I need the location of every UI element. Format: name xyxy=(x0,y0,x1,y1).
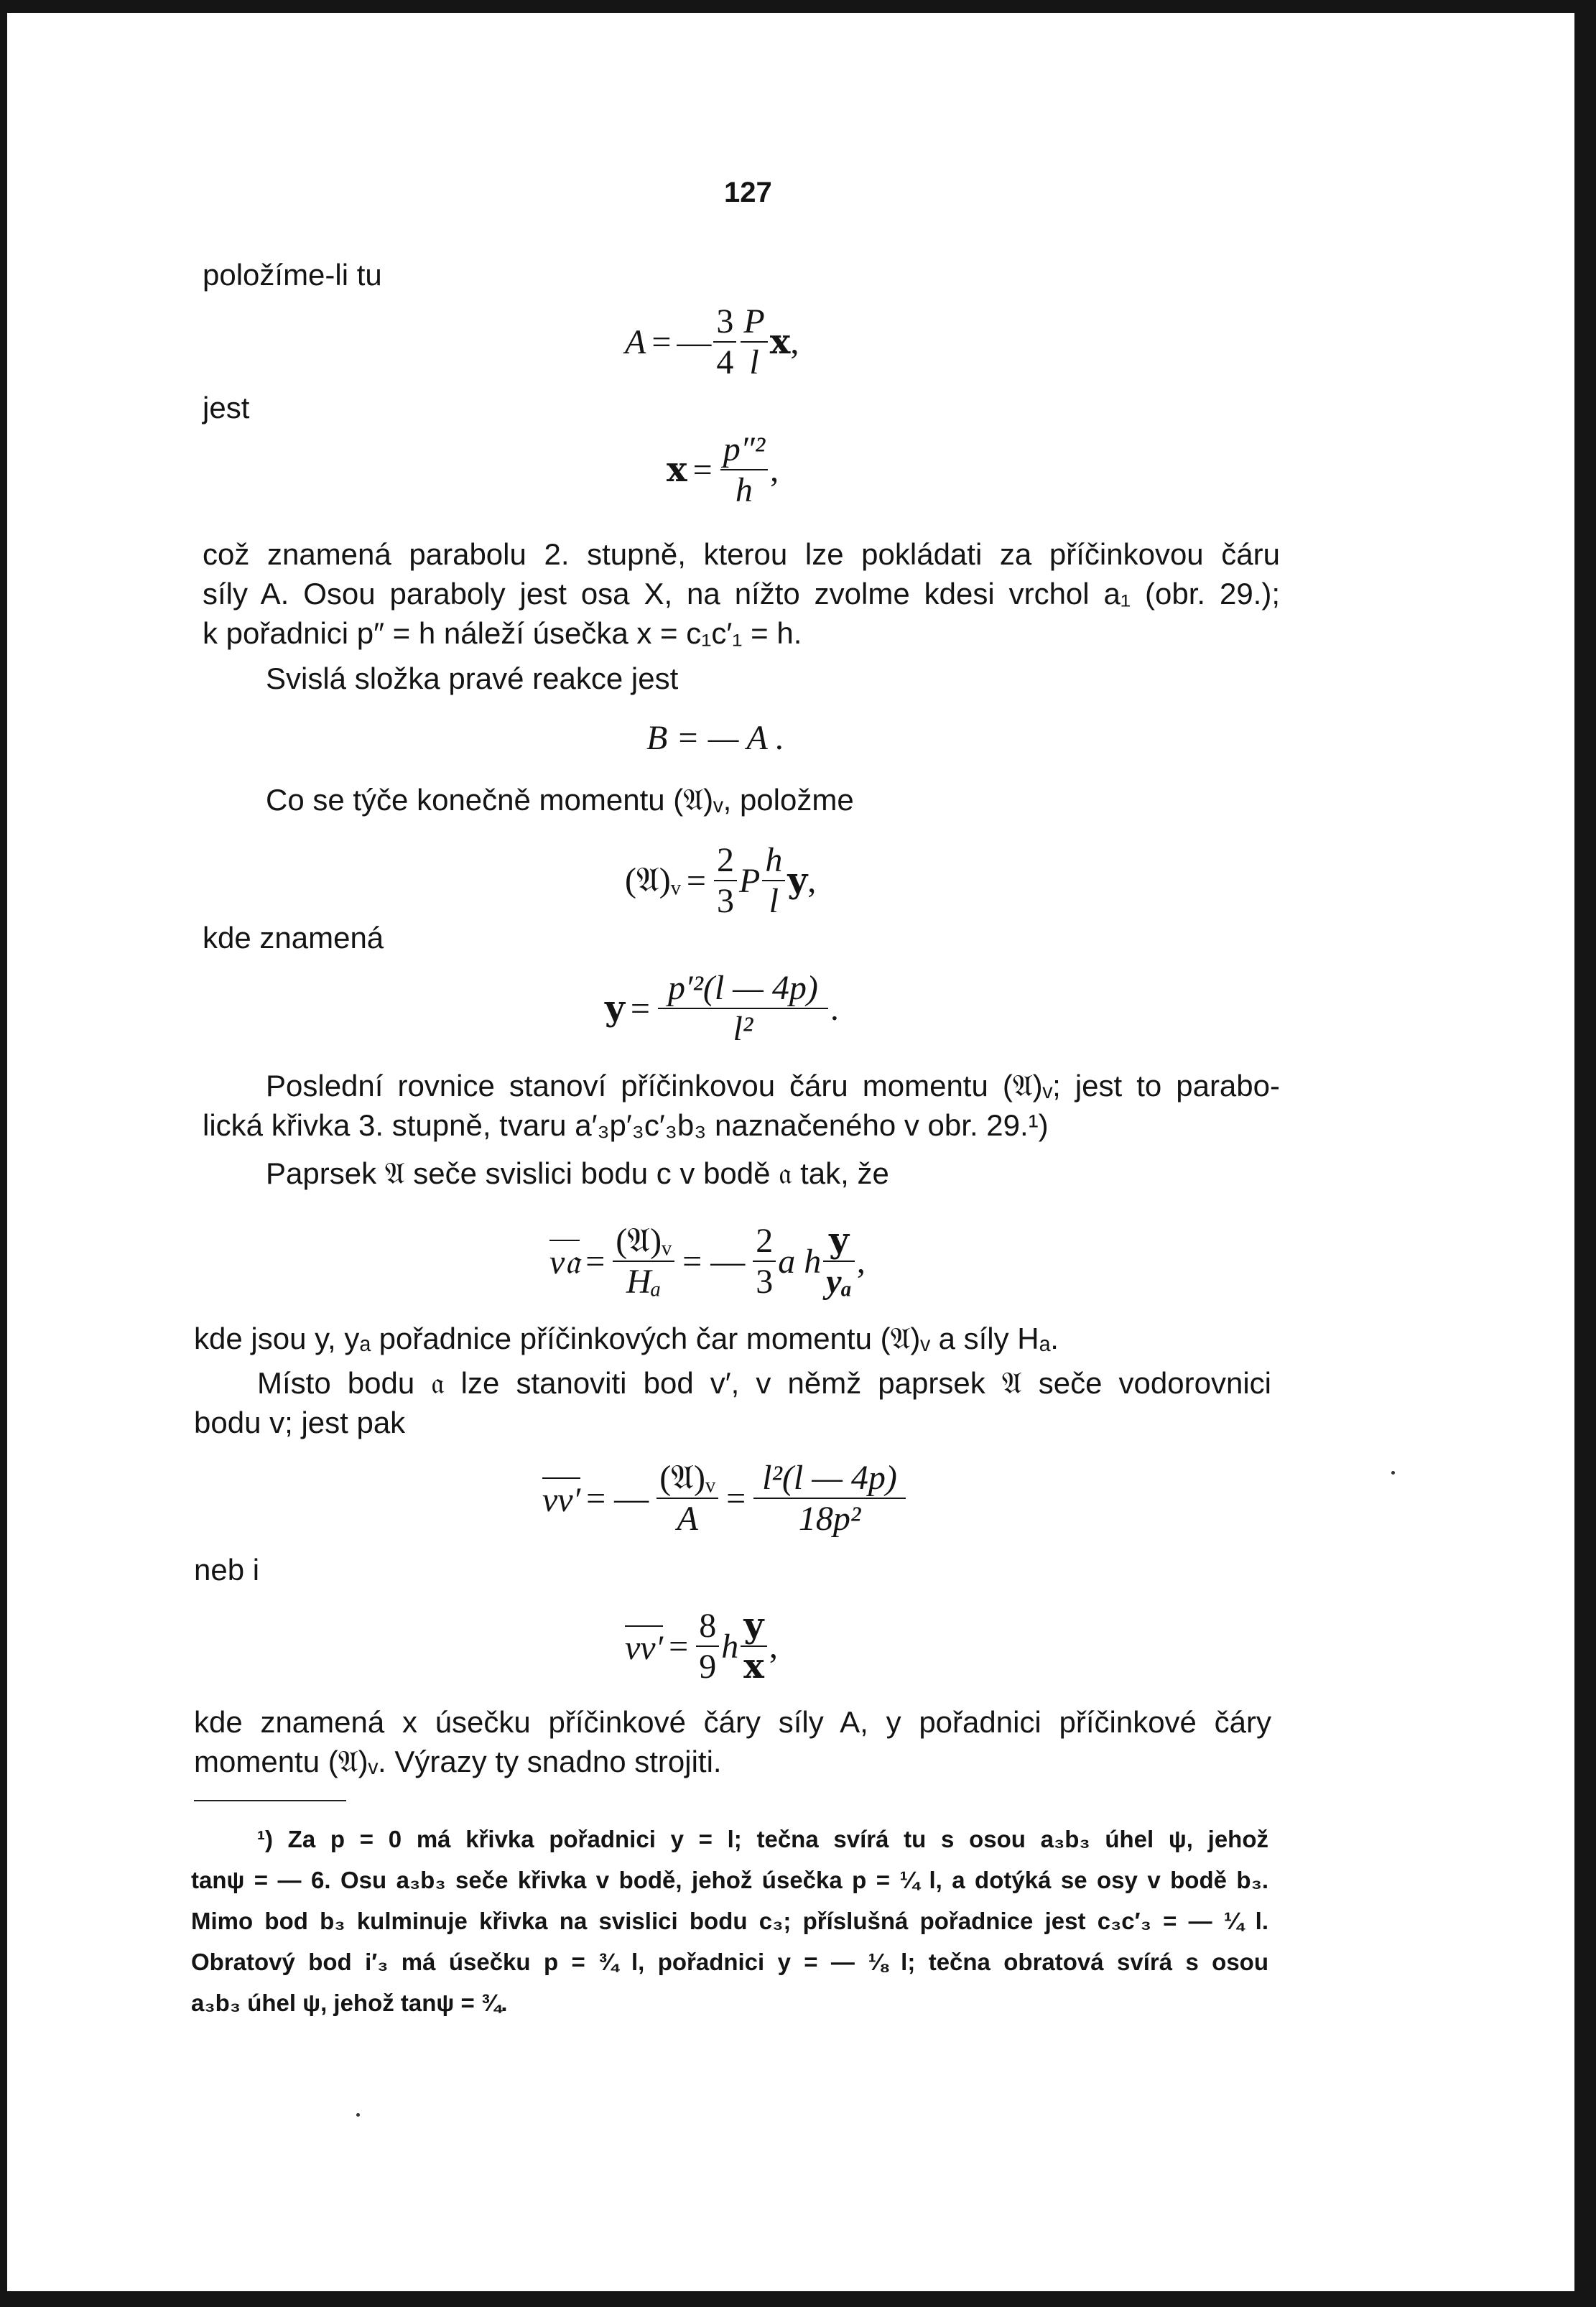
paragraph: což znamená parabolu 2. stupně, kterou lze pokládati za příčinkovou čáru síly A. Osou paraboly jest osa X, na nížto zvolme kdesi vrchol a₁ (obr. 29.); k pořadnici p″ = h náleží úsečka x = c₁c′₁ = h. xyxy=(203,537,1280,650)
paragraph: neb i xyxy=(194,1553,260,1587)
paragraph: jest xyxy=(203,391,250,424)
speck xyxy=(1391,1471,1395,1475)
equation: A = — $\frac{3}{4}$ $\frac{P}{l}$ x , xyxy=(625,302,799,382)
equation: vv′ = — $\frac{\text{(𝔄)ᵥ}}{A}$ = $\frac{\text{l²(l — 4p)}}{\text{18p²}}$ xyxy=(542,1458,908,1538)
equation: y = $\frac{\text{p′²(l — 4p)}}{\text{l²}}$ . xyxy=(605,969,839,1049)
speck xyxy=(356,2113,360,2117)
paragraph: položíme-li tu xyxy=(203,258,382,292)
paragraph: Co se týče konečně momentu (𝔄)ᵥ, položme xyxy=(266,783,854,817)
equation: B = — A . xyxy=(646,719,784,757)
equation: v𝔞 = $\frac{\text{(𝔄)ᵥ}}{\text{Hₐ}}$ = — $\frac{2}{3}$ a h $\frac{y}{\text{yₐ}}$ , xyxy=(549,1220,866,1301)
footnote: ¹) Za p = 0 má křivka pořadnici y = l; tečna svírá tu s osou a₃b₃ úhel ψ, jehož tanψ = — 6. Osu a₃b₃ seče křivka v bodě, jehož úsečka p = ¼ l, a dotýká se osy v bodě b₃. Mimo bod b₃ kulminuje křivka na svislici bodu c₃; příslušná pořadnice jest c₃c′₃ = — ¼ l. Obratový bod i′₃ má úsečku p = ¾ l, pořadnici y = — ⅛ l; tečna obratová svírá s osou a₃b₃ úhel ψ, jehož tanψ = ¾. xyxy=(191,1826,1268,2016)
paragraph: Svislá složka pravé reakce jest xyxy=(266,662,679,695)
equation: vv′ = $\frac{8}{9}$ h $\frac{y}{x}$ , xyxy=(625,1605,778,1687)
paragraph: kde znamená xyxy=(203,921,384,955)
equation: (𝔄)ᵥ = $\frac{2}{3}$ P $\frac{h}{l}$ y , xyxy=(625,841,817,921)
equation: x = $\frac{\text{p″²}}{h}$ , xyxy=(667,430,779,510)
paragraph: kde jsou y, yₐ pořadnice příčinkových čar momentu (𝔄)ᵥ a síly Hₐ. xyxy=(194,1322,1059,1355)
paragraph: Paprsek 𝔄 seče svislici bodu c v bodě 𝔞 tak, že xyxy=(266,1156,889,1190)
page-number: 127 xyxy=(724,177,772,208)
paragraph: kde znamená x úsečku příčinkové čáry síly A, y pořadnici příčinkové čáry momentu (𝔄)ᵥ. Výrazy ty snadno strojiti. xyxy=(194,1705,1271,1778)
paragraph: Poslední rovnice stanoví příčinkovou čáru momentu (𝔄)ᵥ; jest to parabo- lická křivka 3. stupně, tvaru a′₃p′₃c′₃b₃ naznačeného v obr. 29.¹) xyxy=(203,1069,1280,1142)
paragraph: Místo bodu 𝔞 lze stanoviti bod v′, v němž paprsek 𝔄 seče vodorovnici bodu v; jest pak xyxy=(194,1366,1271,1439)
footnote-rule xyxy=(194,1800,346,1801)
